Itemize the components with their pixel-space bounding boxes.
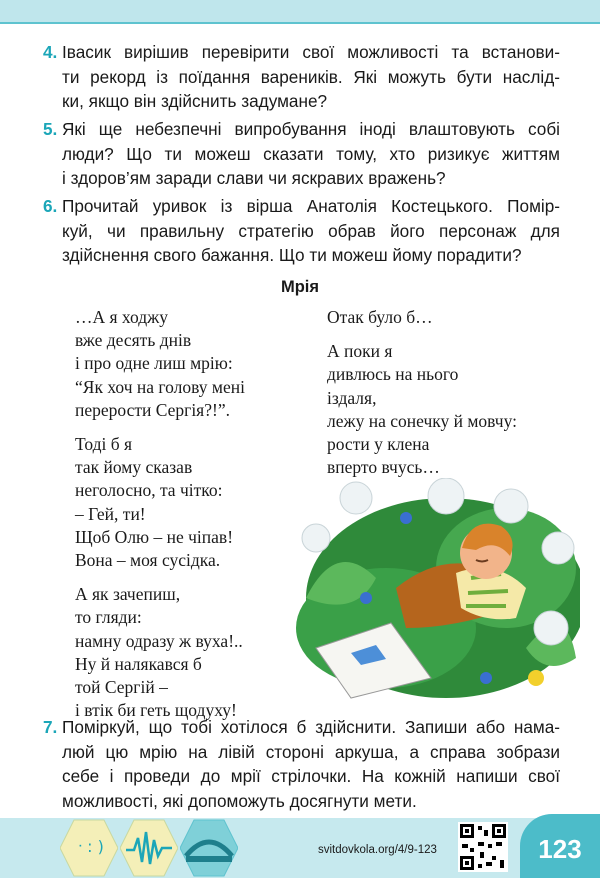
poem-line: той Сергій – bbox=[75, 677, 168, 698]
question-line: куй, чи правильну стратегію обрав його персонаж для bbox=[62, 220, 560, 241]
question-line: себе і проведи до мрії стрілочки. На кожній напиши свої bbox=[62, 766, 560, 786]
qr-code bbox=[458, 822, 508, 872]
poem-line: то гляди: bbox=[75, 607, 142, 628]
poem-line: і втік би геть щодуху! bbox=[75, 700, 237, 721]
poem-line: дивлюсь на нього bbox=[327, 364, 459, 385]
page-number: 123 bbox=[538, 834, 582, 864]
poem-line: так йому сказав bbox=[75, 457, 193, 478]
poem-title: Мрія bbox=[280, 278, 320, 296]
question-5 bbox=[44, 117, 560, 191]
question-number: 7. bbox=[43, 717, 58, 737]
poem-line: рости у клена bbox=[327, 434, 430, 455]
poem-line: Тоді б я bbox=[75, 434, 133, 455]
question-4 bbox=[44, 40, 560, 114]
question-number: 6. bbox=[43, 196, 58, 216]
poem-stanza bbox=[75, 306, 245, 422]
svg-text:ᐧ : ): ᐧ : ) bbox=[78, 837, 104, 856]
poem-line: вже десять днів bbox=[75, 330, 192, 351]
poem-line: вперто вчусь… bbox=[327, 457, 440, 478]
top-decorative-bar bbox=[0, 0, 600, 24]
question-line: ки, якщо він здійснить задумане? bbox=[62, 91, 328, 111]
poem-line: намну одразу ж вуха!.. bbox=[75, 630, 243, 651]
poem-stanza bbox=[75, 583, 245, 722]
poem-line: Отак було б… bbox=[327, 307, 433, 327]
question-line: Прочитай уривок із вірша Анатолія Костецького. Помір- bbox=[62, 196, 560, 216]
listening-face-icon bbox=[60, 818, 118, 878]
question-line: Івасик вирішив перевірити свої можливості та встанови- bbox=[62, 42, 560, 62]
poem-line: А поки я bbox=[327, 341, 393, 362]
question-line: і здоров’ям заради слави чи яскравих вражень? bbox=[62, 168, 446, 188]
poem-line: іздаля, bbox=[327, 387, 377, 408]
question-line: Які ще небезпечні випробування іноді влаштовують собі bbox=[62, 119, 560, 139]
poem-line: А як зачепиш, bbox=[75, 584, 181, 605]
question-text bbox=[44, 194, 560, 268]
poem-left-column bbox=[75, 306, 245, 733]
poem-line: – Гей, ти! bbox=[75, 503, 146, 524]
poem-line: Щоб Олю – не чіпав! bbox=[75, 526, 234, 547]
question-line: ти рекорд із поїдання вареників. Які можуть бути наслід- bbox=[62, 66, 560, 87]
sound-wave-icon bbox=[120, 818, 178, 878]
poem-line: …А я ходжу bbox=[75, 307, 169, 327]
poem-right-column bbox=[327, 306, 517, 490]
question-line: Поміркуй, що тобі хотілося б здійснити. Запиши або нама- bbox=[62, 717, 560, 737]
question-number: 4. bbox=[43, 42, 58, 62]
poem-line: “Як хоч на голову мені bbox=[75, 376, 245, 397]
textbook-url[interactable]: svitdovkola.org/4/9-123 bbox=[318, 844, 437, 856]
poem-line: і про одне лиш мрію: bbox=[75, 353, 233, 374]
question-6 bbox=[44, 194, 560, 268]
poem-stanza bbox=[327, 340, 517, 479]
question-line: люди? Що ти можеш сказати тому, хто ризикує життям bbox=[62, 143, 560, 164]
poem-line: Вона – моя сусідка. bbox=[75, 550, 221, 571]
question-text bbox=[44, 40, 560, 114]
poem-line: лежу на сонечку й мовчу: bbox=[327, 410, 517, 431]
boy-dandelions-illustration bbox=[296, 478, 580, 704]
question-line: можливості, які допоможуть досягнути мети. bbox=[62, 790, 417, 811]
poem-line: неголосно, та чітко: bbox=[75, 480, 223, 501]
question-number: 5. bbox=[43, 119, 58, 139]
poem-stanza bbox=[75, 433, 245, 572]
poem-line: Ну й налякався б bbox=[75, 653, 202, 674]
question-line: здійснення свого бажання. Що ти можеш йому порадити? bbox=[62, 245, 522, 265]
bridge-icon bbox=[180, 818, 238, 878]
poem-stanza bbox=[327, 306, 517, 329]
question-line: люй цю мрію на лівій стороні аркуша, а справа зобрази bbox=[62, 741, 560, 762]
question-text bbox=[44, 117, 560, 191]
poem-line: перерости Сергія?!”. bbox=[75, 399, 230, 420]
